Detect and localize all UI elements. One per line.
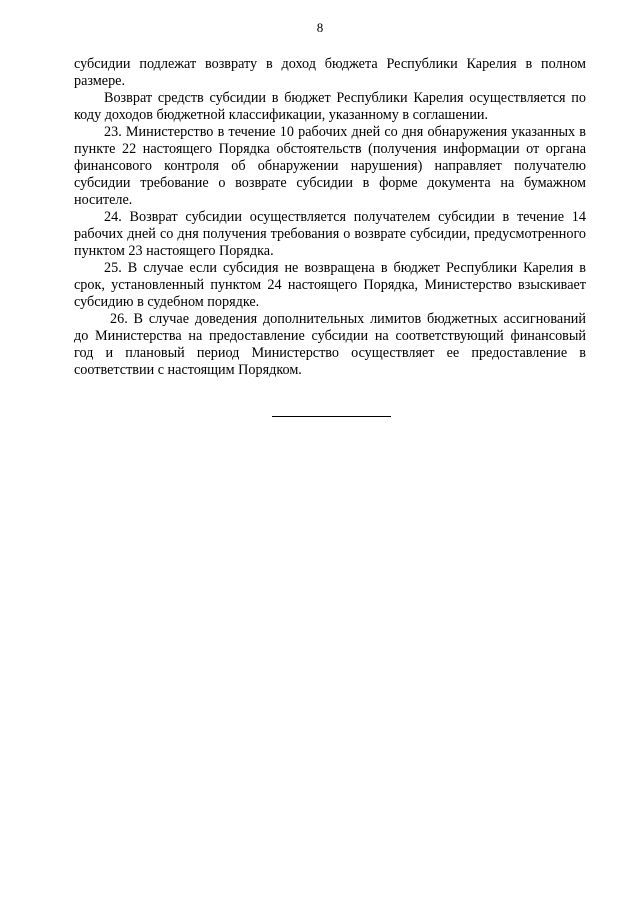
end-of-document-rule (272, 416, 391, 417)
page-number: 8 (316, 20, 324, 35)
paragraph-refund-code: Возврат средств субсидии в бюджет Республики Карелия осуществляется по коду доходов бюджетной классификации, указанному в соглашении. (74, 90, 586, 123)
paragraph-continuation: субсидии подлежат возврату в доход бюджета Республики Карелия в полном размере. (74, 56, 586, 89)
paragraph-item-26: 26. В случае доведения дополнительных лимитов бюджетных ассигнований до Министерства на предоставление субсидии на соответствующий финансовый год и плановый период Министерство осуществляет ее предоставление в соответствии с настоящим Порядком. (74, 311, 586, 378)
paragraph-item-23: 23. Министерство в течение 10 рабочих дней со дня обнаружения указанных в пункте 22 настоящего Порядка обстоятельств (получения информации от органа финансового контроля об обнаружении нарушения) направляет получателю субсидии требование о возврате субсидии в форме документа на бумажном носителе. (74, 124, 586, 208)
paragraph-item-24: 24. Возврат субсидии осуществляется получателем субсидии в течение 14 рабочих дней со дня получения требования о возврате субсидии, предусмотренного пунктом 23 настоящего Порядка. (74, 209, 586, 259)
document-body (74, 56, 586, 379)
paragraph-item-25: 25. В случае если субсидия не возвращена в бюджет Республики Карелия в срок, установленный пунктом 24 настоящего Порядка, Министерство взыскивает субсидию в судебном порядке. (74, 260, 586, 310)
